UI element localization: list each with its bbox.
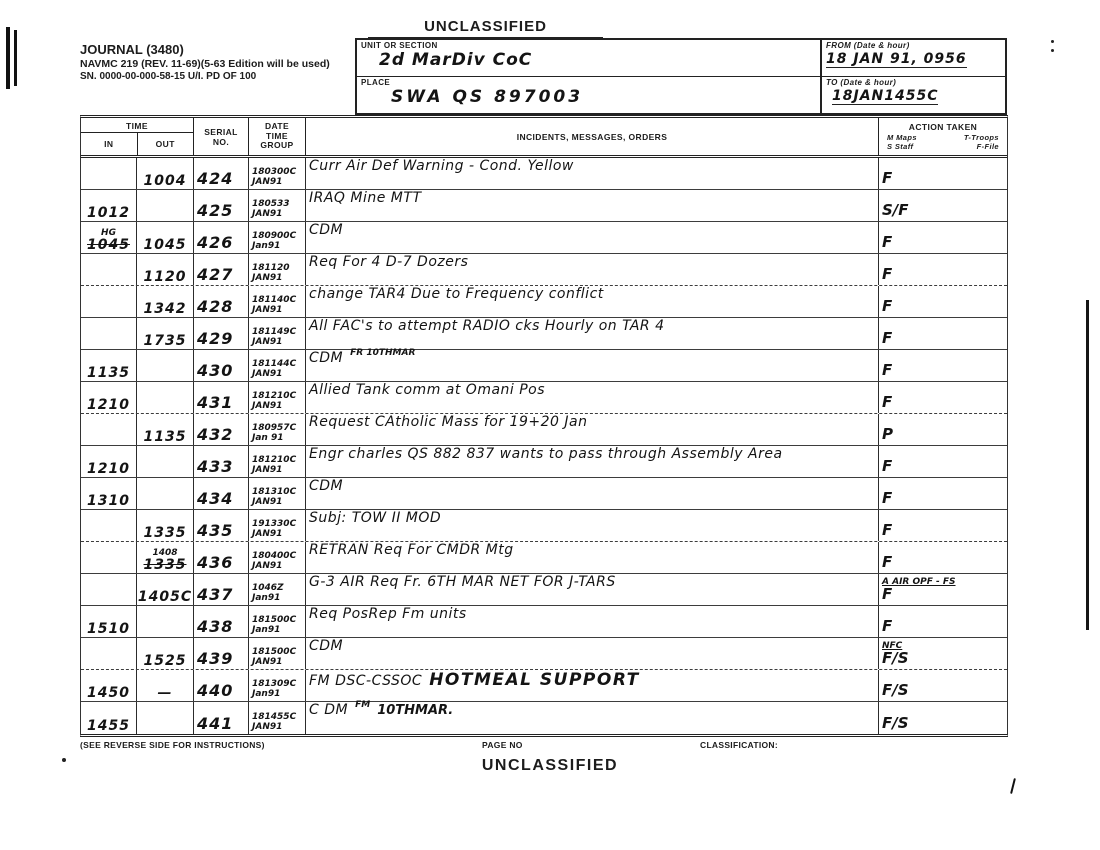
cell-incident-text (306, 446, 879, 477)
cell-serial (194, 510, 249, 541)
cell-action-taken (879, 670, 1007, 701)
incident-text: FM DSC-CSSOC (309, 673, 423, 689)
cell-time-in (81, 702, 137, 734)
cell-time-out (137, 510, 194, 541)
cell-serial (194, 190, 249, 221)
cell-incident-text (306, 158, 879, 189)
cell-serial (194, 414, 249, 445)
table-row (81, 254, 1007, 286)
cell-date-time-group (249, 190, 306, 221)
time-in-value: 1455 (87, 718, 130, 734)
cell-time-out (137, 190, 194, 221)
incident-superscript-note: FM (355, 700, 371, 710)
serial-number: 425 (197, 201, 234, 220)
in-out-subheader (81, 133, 193, 155)
table-row (81, 638, 1007, 670)
dtg-line1: 181140C (252, 295, 297, 306)
cell-incident-text (306, 350, 879, 381)
cell-time-in (81, 574, 137, 605)
table-row (81, 222, 1007, 254)
cell-time-in (81, 638, 137, 669)
cell-time-out (137, 542, 194, 573)
column-header-time (81, 118, 194, 155)
action-value: F (882, 393, 893, 412)
dtg-line2: JAN91 (252, 560, 283, 571)
classification-banner-bottom: UNCLASSIFIED (481, 757, 619, 774)
from-date-field (822, 40, 1005, 77)
incident-text-emphasis: HOTMEAL SUPPORT (429, 670, 640, 690)
scan-artifact-bar (1086, 300, 1089, 630)
column-header-serial (194, 118, 249, 155)
cell-incident-text (306, 702, 879, 734)
dtg-line2: JAN91 (252, 368, 283, 379)
dtg-line1: 180400C (252, 551, 297, 562)
dtg-line2: Jan 91 (252, 432, 284, 443)
classification-banner-top: UNCLASSIFIED (368, 18, 603, 39)
cell-date-time-group (249, 254, 306, 285)
serial-number: 427 (197, 265, 234, 284)
time-out-value: — (157, 685, 173, 701)
dtg-line1: 191330C (252, 519, 297, 530)
scan-artifact-mark (1010, 778, 1016, 794)
cell-incident-text (306, 222, 879, 253)
cell-time-out (137, 158, 194, 189)
serial-number: 433 (197, 457, 234, 476)
cell-incident-text (306, 382, 879, 413)
incident-text: Req For 4 D-7 Dozers (309, 254, 469, 270)
unit-or-section-field (357, 40, 820, 77)
serial-number: 431 (197, 393, 234, 412)
cell-serial (194, 478, 249, 509)
dtg-line1: 1046Z (252, 583, 284, 594)
column-header-out: OUT (155, 139, 175, 149)
form-subtitle: NAVMC 219 (REV. 11-69)(5-63 Edition will be used) (80, 58, 330, 71)
cell-action-taken (879, 382, 1007, 413)
table-row (81, 606, 1007, 638)
journal-table (80, 115, 1008, 737)
table-row (81, 702, 1007, 734)
incident-text: IRAQ Mine MTT (309, 190, 422, 206)
cell-time-in (81, 350, 137, 381)
legend-file: F-File (976, 141, 999, 151)
form-stock-number: SN. 0000-00-000-58-15 U/I. PD OF 100 (80, 71, 257, 83)
serial-number: 424 (197, 169, 234, 188)
dtg-line2: JAN91 (252, 176, 283, 187)
column-header-in: IN (81, 133, 138, 155)
time-out-value: 1045 (143, 237, 187, 253)
action-value: F (882, 457, 893, 476)
dtg-line1: 181144C (252, 359, 297, 370)
time-out-value: 1004 (143, 173, 187, 189)
scan-artifact-mark (1051, 40, 1054, 43)
cell-serial (194, 542, 249, 573)
time-in-value: 1135 (87, 365, 130, 381)
cell-date-time-group (249, 318, 306, 349)
cell-date-time-group (249, 414, 306, 445)
scan-artifact-mark (62, 758, 66, 762)
cell-time-out (137, 414, 194, 445)
cell-action-taken (879, 638, 1007, 669)
dtg-header-line3: GROUP (260, 140, 294, 151)
cell-serial (194, 222, 249, 253)
cell-incident-text (306, 606, 879, 637)
cell-action-taken (879, 350, 1007, 381)
dtg-line2: JAN91 (252, 272, 283, 283)
cell-incident-text (306, 286, 879, 317)
dtg-line2: JAN91 (252, 464, 283, 475)
cell-incident-text (306, 574, 879, 605)
incident-text: Req PosRep Fm units (309, 606, 467, 622)
dtg-line2: JAN91 (252, 208, 283, 219)
cell-serial (194, 446, 249, 477)
time-out-value: 1335 (143, 525, 187, 541)
time-in-value: 1210 (87, 461, 130, 477)
serial-header-line1: SERIAL (204, 126, 238, 137)
cell-serial (194, 318, 249, 349)
cell-serial (194, 158, 249, 189)
table-row (81, 382, 1007, 414)
time-out-value: 1120 (143, 269, 187, 285)
incident-text: All FAC's to attempt RADIO cks Hourly on TAR 4 (309, 318, 665, 334)
cell-date-time-group (249, 446, 306, 477)
footer-page-no-label: PAGE NO (482, 740, 523, 750)
incident-text: RETRAN Req For CMDR Mtg (309, 542, 514, 558)
dtg-line2: JAN91 (252, 304, 283, 315)
dtg-line1: 181120 (252, 263, 290, 274)
serial-number: 430 (197, 361, 234, 380)
cell-date-time-group (249, 574, 306, 605)
time-in-struck-value: 1045 (87, 237, 130, 253)
cell-date-time-group (249, 286, 306, 317)
dtg-line1: 181210C (252, 455, 297, 466)
from-to-block (822, 40, 1005, 113)
cell-time-out (137, 574, 194, 605)
action-value: F/S (882, 681, 909, 700)
cell-time-in (81, 510, 137, 541)
cell-date-time-group (249, 542, 306, 573)
action-legend-row1 (879, 133, 1007, 142)
time-out-value: 1342 (143, 301, 187, 317)
cell-action-taken (879, 542, 1007, 573)
serial-number: 429 (197, 329, 234, 348)
cell-date-time-group (249, 350, 306, 381)
cell-serial (194, 286, 249, 317)
table-row (81, 542, 1007, 574)
incident-text: Subj: TOW II MOD (309, 510, 442, 526)
action-value: F (882, 489, 893, 508)
dtg-line2: Jan91 (252, 688, 281, 699)
from-date-value: 18 JAN 91, 0956 (826, 51, 967, 67)
dtg-line1: 180300C (252, 167, 297, 178)
action-value: F (882, 297, 893, 316)
time-in-value: 1510 (87, 621, 130, 637)
cell-action-taken (879, 318, 1007, 349)
action-annotation: NFC (882, 640, 903, 651)
serial-number: 441 (197, 714, 234, 733)
incident-text: CDM (309, 638, 344, 654)
to-date-label: TO (Date & hour) (826, 78, 897, 87)
table-row (81, 574, 1007, 606)
cell-time-out (137, 254, 194, 285)
serial-number: 436 (197, 553, 234, 572)
journal-table-header (81, 118, 1007, 158)
incident-text: G-3 AIR Req Fr. 6TH MAR NET FOR J-TARS (309, 574, 616, 590)
cell-date-time-group (249, 670, 306, 701)
cell-action-taken (879, 702, 1007, 734)
time-out-struck-value: 1335 (143, 557, 187, 573)
cell-date-time-group (249, 638, 306, 669)
cell-action-taken (879, 158, 1007, 189)
dtg-header-line2: TIME (266, 130, 288, 141)
cell-time-in (81, 446, 137, 477)
cell-time-in (81, 318, 137, 349)
cell-date-time-group (249, 478, 306, 509)
action-value: F (882, 169, 893, 188)
cell-incident-text (306, 254, 879, 285)
footer-instructions: (SEE REVERSE SIDE FOR INSTRUCTIONS) (80, 740, 265, 750)
cell-action-taken (879, 414, 1007, 445)
cell-action-taken (879, 510, 1007, 541)
place-field (357, 77, 820, 113)
table-row (81, 478, 1007, 510)
cell-time-in (81, 382, 137, 413)
time-in-annotation: HG (101, 228, 116, 238)
action-header-title: ACTION TAKEN (908, 122, 978, 133)
table-row (81, 318, 1007, 350)
cell-action-taken (879, 286, 1007, 317)
cell-time-out (137, 606, 194, 637)
time-in-value: 1450 (87, 685, 130, 701)
dtg-line2: JAN91 (252, 496, 283, 507)
to-date-field (822, 77, 1005, 113)
cell-time-out (137, 478, 194, 509)
cell-time-in (81, 158, 137, 189)
dtg-line1: 180957C (252, 423, 297, 434)
cell-time-out (137, 670, 194, 701)
cell-serial (194, 702, 249, 734)
action-value: F/S (882, 714, 909, 733)
cell-serial (194, 382, 249, 413)
dtg-line2: JAN91 (252, 721, 283, 732)
time-out-value: 1405C (137, 589, 193, 605)
cell-action-taken (879, 190, 1007, 221)
cell-incident-text (306, 638, 879, 669)
serial-number: 434 (197, 489, 234, 508)
dtg-header-line1: DATE (264, 120, 290, 131)
serial-number: 437 (197, 585, 234, 604)
table-row (81, 510, 1007, 542)
table-row (81, 190, 1007, 222)
incident-text: Allied Tank comm at Omani Pos (309, 382, 546, 398)
cell-action-taken (879, 222, 1007, 253)
place-value: SWA QS 897003 (391, 87, 584, 107)
cell-date-time-group (249, 158, 306, 189)
cell-time-out (137, 638, 194, 669)
dtg-line1: 181310C (252, 487, 297, 498)
cell-serial (194, 254, 249, 285)
dtg-line1: 181500C (252, 615, 297, 626)
time-out-value: 1735 (143, 333, 187, 349)
action-annotation: A AIR OPF - FS (882, 576, 956, 587)
cell-time-out (137, 350, 194, 381)
column-header-incidents: INCIDENTS, MESSAGES, ORDERS (306, 118, 879, 155)
action-value: F (882, 585, 893, 604)
unit-or-section-label: UNIT OR SECTION (361, 41, 438, 50)
column-header-action (879, 118, 1007, 155)
cell-incident-text (306, 190, 879, 221)
cell-serial (194, 638, 249, 669)
cell-date-time-group (249, 510, 306, 541)
serial-number: 435 (197, 521, 234, 540)
column-header-dtg (249, 118, 306, 155)
action-value: F (882, 265, 893, 284)
table-row (81, 414, 1007, 446)
cell-incident-text (306, 542, 879, 573)
incident-text: Request CAtholic Mass for 19+20 Jan (309, 414, 588, 430)
legend-troops: T-Troops (963, 132, 999, 142)
cell-time-in (81, 190, 137, 221)
cell-time-in (81, 542, 137, 573)
incident-text-suffix: 10THMAR. (377, 703, 454, 718)
unit-place-block (357, 40, 822, 113)
footer-classification-label: CLASSIFICATION: (700, 740, 779, 750)
dtg-line1: 181500C (252, 647, 297, 658)
action-value: F/S (882, 649, 909, 668)
cell-time-in (81, 286, 137, 317)
cell-time-in (81, 222, 137, 253)
dtg-line2: JAN91 (252, 336, 283, 347)
time-out-annotation: 1408 (152, 548, 178, 558)
dtg-line1: 180533 (252, 199, 290, 210)
serial-number: 440 (197, 681, 234, 700)
dtg-line1: 181210C (252, 391, 297, 402)
journal-rows (81, 158, 1007, 734)
action-value: F (882, 233, 893, 252)
table-row (81, 350, 1007, 382)
cell-incident-text (306, 670, 879, 701)
cell-serial (194, 574, 249, 605)
form-id-block (80, 42, 330, 84)
dtg-line2: Jan91 (252, 592, 281, 603)
cell-time-out (137, 446, 194, 477)
cell-serial (194, 350, 249, 381)
serial-number: 438 (197, 617, 234, 636)
action-value: F (882, 361, 893, 380)
dtg-line1: 181455C (252, 712, 297, 723)
incident-text: CDM (309, 222, 344, 238)
incident-text: CDM (309, 478, 344, 494)
cell-date-time-group (249, 382, 306, 413)
incident-text: Engr charles QS 882 837 wants to pass through Assembly Area (309, 446, 783, 462)
legend-maps: M Maps (887, 132, 917, 142)
action-value: P (882, 425, 893, 444)
time-out-value: 1525 (143, 653, 187, 669)
cell-time-out (137, 286, 194, 317)
cell-date-time-group (249, 222, 306, 253)
action-value: F (882, 521, 893, 540)
action-legend-row2 (879, 142, 1007, 151)
serial-number: 426 (197, 233, 234, 252)
incident-superscript-note: FR 10THMAR (350, 348, 416, 358)
action-value: F (882, 617, 893, 636)
cell-action-taken (879, 254, 1007, 285)
dtg-line2: JAN91 (252, 528, 283, 539)
time-in-value: 1210 (87, 397, 130, 413)
dtg-line2: JAN91 (252, 400, 283, 411)
cell-time-in (81, 670, 137, 701)
cell-action-taken (879, 478, 1007, 509)
cell-time-out (137, 702, 194, 734)
to-date-value: 18JAN1455C (832, 88, 939, 104)
dtg-line1: 180900C (252, 231, 297, 242)
table-row (81, 158, 1007, 190)
cell-serial (194, 670, 249, 701)
cell-time-in (81, 606, 137, 637)
dtg-line1: 181149C (252, 327, 297, 338)
cell-incident-text (306, 510, 879, 541)
cell-time-in (81, 254, 137, 285)
serial-header-line2: NO. (212, 136, 230, 147)
unit-or-section-value: 2d MarDiv CoC (379, 50, 533, 70)
cell-incident-text (306, 414, 879, 445)
incident-text: CDM (309, 350, 344, 366)
cell-action-taken (879, 606, 1007, 637)
cell-time-in (81, 414, 137, 445)
cell-date-time-group (249, 702, 306, 734)
cell-action-taken (879, 574, 1007, 605)
cell-date-time-group (249, 606, 306, 637)
incident-text: change TAR4 Due to Frequency conflict (309, 286, 604, 302)
from-date-label: FROM (Date & hour) (826, 41, 910, 50)
table-row (81, 670, 1007, 702)
dtg-line1: 181309C (252, 679, 297, 690)
time-header-label: TIME (81, 118, 193, 133)
form-title: JOURNAL (3480) (80, 42, 184, 57)
cell-incident-text (306, 318, 879, 349)
serial-number: 439 (197, 649, 234, 668)
cell-incident-text (306, 478, 879, 509)
serial-number: 428 (197, 297, 234, 316)
action-value: F (882, 553, 893, 572)
cell-time-out (137, 318, 194, 349)
action-value: F (882, 329, 893, 348)
table-row (81, 286, 1007, 318)
form-header-box (355, 38, 1007, 115)
dtg-line2: Jan91 (252, 240, 281, 251)
scan-artifact-bar (14, 30, 17, 86)
time-in-value: 1012 (87, 205, 130, 221)
place-label: PLACE (361, 78, 391, 87)
scan-artifact-bar (6, 27, 10, 89)
cell-time-in (81, 478, 137, 509)
incident-text: Curr Air Def Warning - Cond. Yellow (309, 158, 574, 174)
legend-staff: S Staff (887, 141, 914, 151)
incident-text: C DM (309, 702, 349, 718)
time-in-value: 1310 (87, 493, 130, 509)
dtg-line2: Jan91 (252, 624, 281, 635)
action-value: S/F (882, 201, 909, 220)
cell-serial (194, 606, 249, 637)
cell-time-out (137, 222, 194, 253)
table-row (81, 446, 1007, 478)
serial-number: 432 (197, 425, 234, 444)
cell-time-out (137, 382, 194, 413)
dtg-line2: JAN91 (252, 656, 283, 667)
cell-action-taken (879, 446, 1007, 477)
time-out-value: 1135 (143, 429, 187, 445)
